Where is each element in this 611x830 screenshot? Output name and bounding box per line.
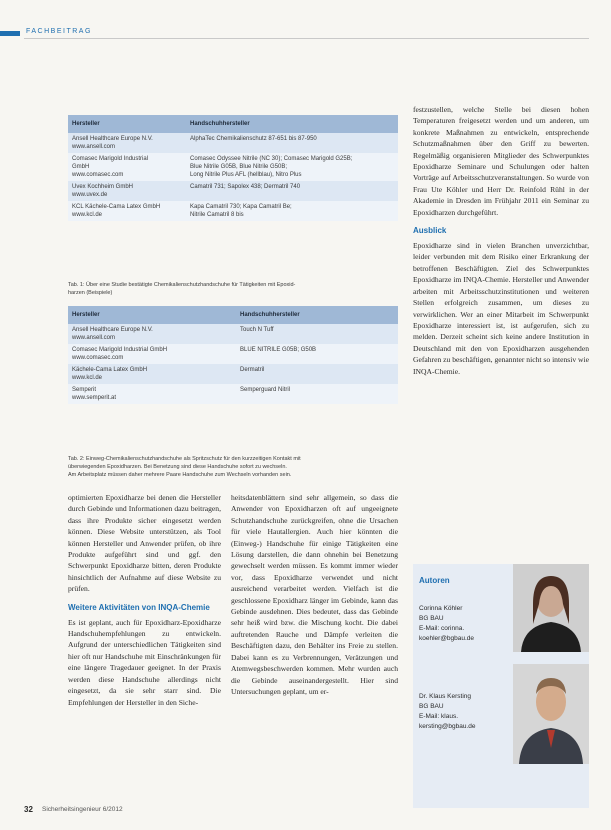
table-row xyxy=(68,181,398,201)
table-manufacturers-1 xyxy=(68,115,398,221)
authors-title: Autoren xyxy=(419,576,450,585)
col3-top: festzustellen, welche Stelle bei diesen hohen Temperaturen freigesetzt werden und um anderen, um konkrete Maßnahmen zu entwickeln, entsprechende Schutzmaßnahmen über den Griff zu bewerten. Regelmäßig organisieren Mitglieder des Schwerpunktes Epoxidharze Seminare und Schulungen oder halten Vorträge auf Arbeitsschutzveranstaltungen. So wurde von Frau Ute Köhler und Herr Dr. Reinfold Rühl in der Akademie in Dresden im Frühjahr 2011 ein Seminar zu Epoxidharzen durchgeführt. xyxy=(413,105,589,217)
page-number: 32 xyxy=(24,805,33,814)
col1-body: Es ist geplant, auch für Epoxidharz-Epoxidharze Handschuhempfehlungen zu entwickeln. Aufgrund der unterschiedlichen Tätigkeiten sind hier oft nur Handschuhe mit Einschränkungen für eine längere Tragedauer geeignet. In der Praxis werden diese Handschuhe allerdings nicht eingesetzt, da sie sehr starr sind. Die Empfehlungen der Hersteller in den Siche- xyxy=(68,617,221,707)
table-row xyxy=(68,364,398,384)
table-row xyxy=(68,153,398,181)
cell-glove: Semperguard Nitril xyxy=(236,384,398,404)
portrait-icon xyxy=(513,664,589,764)
author1-email-label: E-Mail: corinna. xyxy=(419,625,465,632)
table1-header-manufacturer: Hersteller xyxy=(68,115,186,133)
col3-body: Epoxidharze sind in vielen Branchen unverzichtbar, leider verbunden mit dem Risiko einer Erkrankung der betroffenen Beschäftigten. Ziel des Schwerpunktes Epoxidharze im INQA-Chemie. Hersteller und Anwender arbeiten mit Arbeitsschutzinstitutionen und weiteren Stellen erfolgreich zusammen, um dieses zu verwirklichen. Wer an einer Mitarbeit im Schwerpunkt Epoxidharze interessiert ist, ist aufgerufen, sich zu melden. Derzeit scheint sich keine andere Institution in Deutschland mit den von Epoxidharzen ausgehenden Gefahren zu beschäftigen, genannter nicht so intensiv wie INQA-Chemie. xyxy=(413,241,589,376)
column-3 xyxy=(413,104,589,377)
cell-glove: Comasec Odyssee Nitrile (NC 30); Comasec Marigold G25B; Blue Nitrile G05B, Blue Nitrile G50B; Long Nitrile Plus AFL (hellblau), Nitro Plus xyxy=(186,153,398,181)
table2-header-manufacturer: Hersteller xyxy=(68,306,236,324)
cell-manufacturer: Semperit www.semperit.at xyxy=(68,384,236,404)
author1-org: BG BAU xyxy=(419,615,444,622)
author1-photo xyxy=(513,564,589,652)
authors-box xyxy=(413,564,589,808)
table1-caption: Tab. 1: Über eine Studie bestätigte Chemikalienschutzhandschuhe für Tätigkeiten mit Epoxid- harzen (Beispiele) xyxy=(68,282,296,296)
cell-glove: AlphaTec Chemikalienschutz 87-651 bis 87-950 xyxy=(186,133,398,153)
cell-manufacturer: Comasec Marigold Industrial GmbH www.comasec.com xyxy=(68,344,236,364)
table-row xyxy=(68,344,398,364)
col2-body: heitsdatenblättern sind sehr allgemein, so dass die Anwender von Epoxidharzen oft auf ungeeignete Schutzhandschuhe zurückgreifen, ohne die Ursachen für viele Hautallergien. Auch hier könnten die (Einweg-) Handschuhe für einige Tätigkeiten eine Lösung darstellen, die dann ohnehin bei Benetzung gewechselt werden müssen. Es kommt immer wieder vor, dass Epoxidharze verwendet und nicht ausreichend verarbeitet werden. Vielfach ist die geschlossene Epoxidharz länger im Gebinde, kann das Gebinde ausdehnen. Dies bedeutet, dass das Gebinde sehr heiß wird bzw. die Mischung kocht. Die dabei auftretenden Rauche und Dämpfe verleiten die Beschäftigten dazu, den Behälter ins Freie zu stellen. Dabei kann es zu Verbrennungen, Verätzungen und Atemwegsbeschwerden kommen. Mehr wurden auch die Gebinde auseinandergestellt. Hier sind Untersuchungen geplant, um er- xyxy=(231,493,398,696)
col1-intro: optimierten Epoxidharze bei denen die Hersteller durch Gebinde und Informationen dazu beitragen, dass ihre Produkte sicher eingesetzt werden können. Diese Website unterstützen, als Tool können Hersteller und Anwender prüfen, ob ihre Produkte aufgeführt sind und ggf. den Schwerpunkt Epoxidharze bitten, deren Produkte hinsichtlich der Aufnahme auf diese Website zu prüfen. xyxy=(68,493,221,594)
section-label: FACHBEITRAG xyxy=(26,28,92,35)
cell-manufacturer: KCL Kächele-Cama Latex GmbH www.kcl.de xyxy=(68,201,186,221)
author2-email: kersting@bgbau.de xyxy=(419,723,476,730)
cell-manufacturer: Kächele-Cama Latex GmbH www.kcl.de xyxy=(68,364,236,384)
cell-manufacturer: Comasec Marigold Industrial GmbH www.comasec.com xyxy=(68,153,186,181)
table1-header-glove: Handschuhhersteller xyxy=(186,115,398,133)
journal-name: Sicherheitsingenieur 6/2012 xyxy=(42,806,123,813)
author2-email-label: E-Mail: klaus. xyxy=(419,713,459,720)
author1-info xyxy=(419,604,509,644)
header-accent-bar xyxy=(0,31,20,36)
cell-manufacturer: Uvex Kochheim GmbH www.uvex.de xyxy=(68,181,186,201)
cell-glove: Camatril 731; Sapolex 438; Dermatril 740 xyxy=(186,181,398,201)
author2-name: Dr. Klaus Kersting xyxy=(419,693,472,700)
author1-email: koehler@bgbau.de xyxy=(419,635,475,642)
author2-photo xyxy=(513,664,589,764)
table-row xyxy=(68,201,398,221)
cell-glove: BLUE NITRILE G05B; G50B xyxy=(236,344,398,364)
column-1 xyxy=(68,492,221,708)
cell-manufacturer: Ansell Healthcare Europe N.V. www.ansell.com xyxy=(68,324,236,344)
col3-heading: Ausblick xyxy=(413,226,447,236)
cell-manufacturer: Ansell Healthcare Europe N.V. www.ansell.com xyxy=(68,133,186,153)
cell-glove: Dermatril xyxy=(236,364,398,384)
table-row xyxy=(68,384,398,404)
table-manufacturers-2 xyxy=(68,306,398,404)
column-2 xyxy=(231,492,398,697)
table2-header-glove: Handschuhhersteller xyxy=(236,306,398,324)
cell-glove: Touch N Tuff xyxy=(236,324,398,344)
portrait-icon xyxy=(513,564,589,652)
header-rule xyxy=(24,38,589,39)
table-row xyxy=(68,133,398,153)
author1-name: Corinna Köhler xyxy=(419,605,463,612)
author2-info xyxy=(419,692,509,732)
table-row xyxy=(68,324,398,344)
cell-glove: Kapa Camatril 730; Kapa Camatril Be; Nitrile Camatril 8 bis xyxy=(186,201,398,221)
col1-heading: Weitere Aktivitäten von INQA-Chemie xyxy=(68,602,210,612)
author2-org: BG BAU xyxy=(419,703,444,710)
table2-caption: Tab. 2: Einweg-Chemikalienschutzhandschuhe als Spritzschutz für den kurzzeitigen Kontakt mit überwiegenden Epoxidharzen. Bei Benetzung sind diese Handschuhe sofort zu wechseln. Am Arbeitsplatz müssen daher mehrere Paare Handschuhe zum Wechseln vorhanden sein. xyxy=(68,456,301,478)
